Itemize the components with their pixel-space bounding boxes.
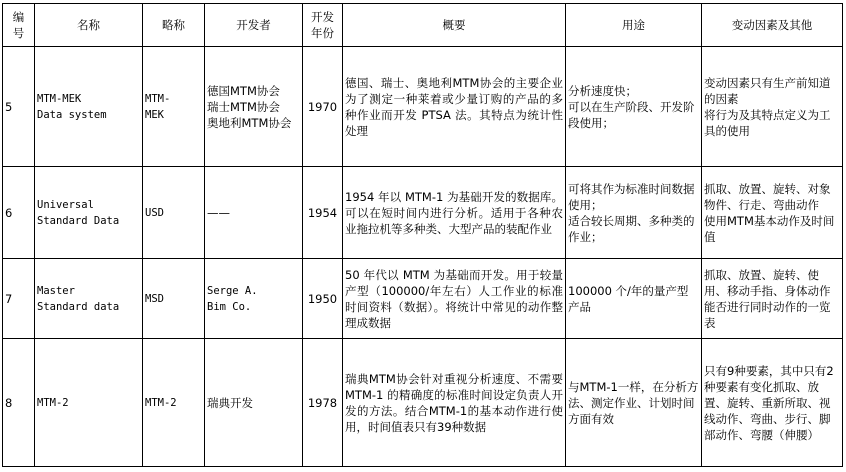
cell-year: 1950 bbox=[303, 259, 343, 339]
cell-developer: 瑞典开发 bbox=[205, 339, 303, 467]
header-number: 编 号 bbox=[3, 4, 35, 47]
header-developer: 开发者 bbox=[205, 4, 303, 47]
cell-abbreviation: MSD bbox=[143, 259, 205, 339]
table-row bbox=[3, 167, 843, 259]
cell-usage: 与MTM-1一样，在分析方法、测定作业、计划时间方面有效 bbox=[566, 339, 702, 467]
cell-year: 1978 bbox=[303, 339, 343, 467]
cell-name: MTM-MEK Data system bbox=[35, 47, 143, 167]
cell-number: 5 bbox=[3, 47, 35, 167]
table-row bbox=[3, 339, 843, 467]
cell-number: 7 bbox=[3, 259, 35, 339]
cell-year: 1954 bbox=[303, 167, 343, 259]
cell-factors: 抓取、放置、旋转、对象物件、行走、弯曲动作 使用MTM基本动作及时间值 bbox=[702, 167, 843, 259]
header-year: 开发 年份 bbox=[303, 4, 343, 47]
cell-summary: 德国、瑞士、奥地利MTM协会的主要企业为了测定一种莱着或少量订购的产品的多种作业而开发 PTSA 法。其特点为统计性处理 bbox=[343, 47, 566, 167]
cell-abbreviation: MTM- MEK bbox=[143, 47, 205, 167]
mtm-methods-table bbox=[2, 3, 843, 467]
header-name: 名称 bbox=[35, 4, 143, 47]
cell-developer: 德国MTM协会 瑞士MTM协会 奥地利MTM协会 bbox=[205, 47, 303, 167]
table-row bbox=[3, 259, 843, 339]
cell-usage: 100000 个/年的量产型产品 bbox=[566, 259, 702, 339]
header-abbreviation: 略称 bbox=[143, 4, 205, 47]
cell-number: 8 bbox=[3, 339, 35, 467]
cell-abbreviation: MTM-2 bbox=[143, 339, 205, 467]
cell-summary: 50 年代以 MTM 为基础而开发。用于较量产型（100000/年左右）人工作业的标准时间资料（数据）。将统计中常见的动作整理成数据 bbox=[343, 259, 566, 339]
cell-developer: —— bbox=[205, 167, 303, 259]
table-header-row bbox=[3, 4, 843, 47]
cell-year: 1970 bbox=[303, 47, 343, 167]
cell-summary: 1954 年以 MTM-1 为基础开发的数据库。可以在短时间内进行分析。适用于各种农业拖拉机等多种类、大型产品的装配作业 bbox=[343, 167, 566, 259]
cell-name: Universal Standard Data bbox=[35, 167, 143, 259]
header-summary: 概要 bbox=[343, 4, 566, 47]
cell-usage: 分析速度快； 可以在生产阶段、开发阶段使用； bbox=[566, 47, 702, 167]
cell-summary: 瑞典MTM协会针对重视分析速度、不需要 MTM-1 的精确度的标准时间设定负责人开发的方法。结合MTM-1的基本动作进行使用，时间值表只有39种数据 bbox=[343, 339, 566, 467]
header-factors: 变动因素及其他 bbox=[702, 4, 843, 47]
cell-factors: 只有9种要素，其中只有2种要素有变化抓取、放置、旋转、重新所取、视线动作、弯曲、步行、脚部动作、弯腰（伸腰） bbox=[702, 339, 843, 467]
cell-abbreviation: USD bbox=[143, 167, 205, 259]
cell-name: Master Standard data bbox=[35, 259, 143, 339]
cell-factors: 变动因素只有生产前知道的因素 将行为及其特点定义为工具的使用 bbox=[702, 47, 843, 167]
cell-factors: 抓取、放置、旋转、使用、移动手指、身体动作 能否进行同时动作的一览表 bbox=[702, 259, 843, 339]
cell-usage: 可将其作为标准时间数据使用； 适合较长周期、多种类的作业； bbox=[566, 167, 702, 259]
header-usage: 用途 bbox=[566, 4, 702, 47]
cell-developer: Serge A. Bim Co. bbox=[205, 259, 303, 339]
cell-name: MTM-2 bbox=[35, 339, 143, 467]
cell-number: 6 bbox=[3, 167, 35, 259]
table-row bbox=[3, 47, 843, 167]
